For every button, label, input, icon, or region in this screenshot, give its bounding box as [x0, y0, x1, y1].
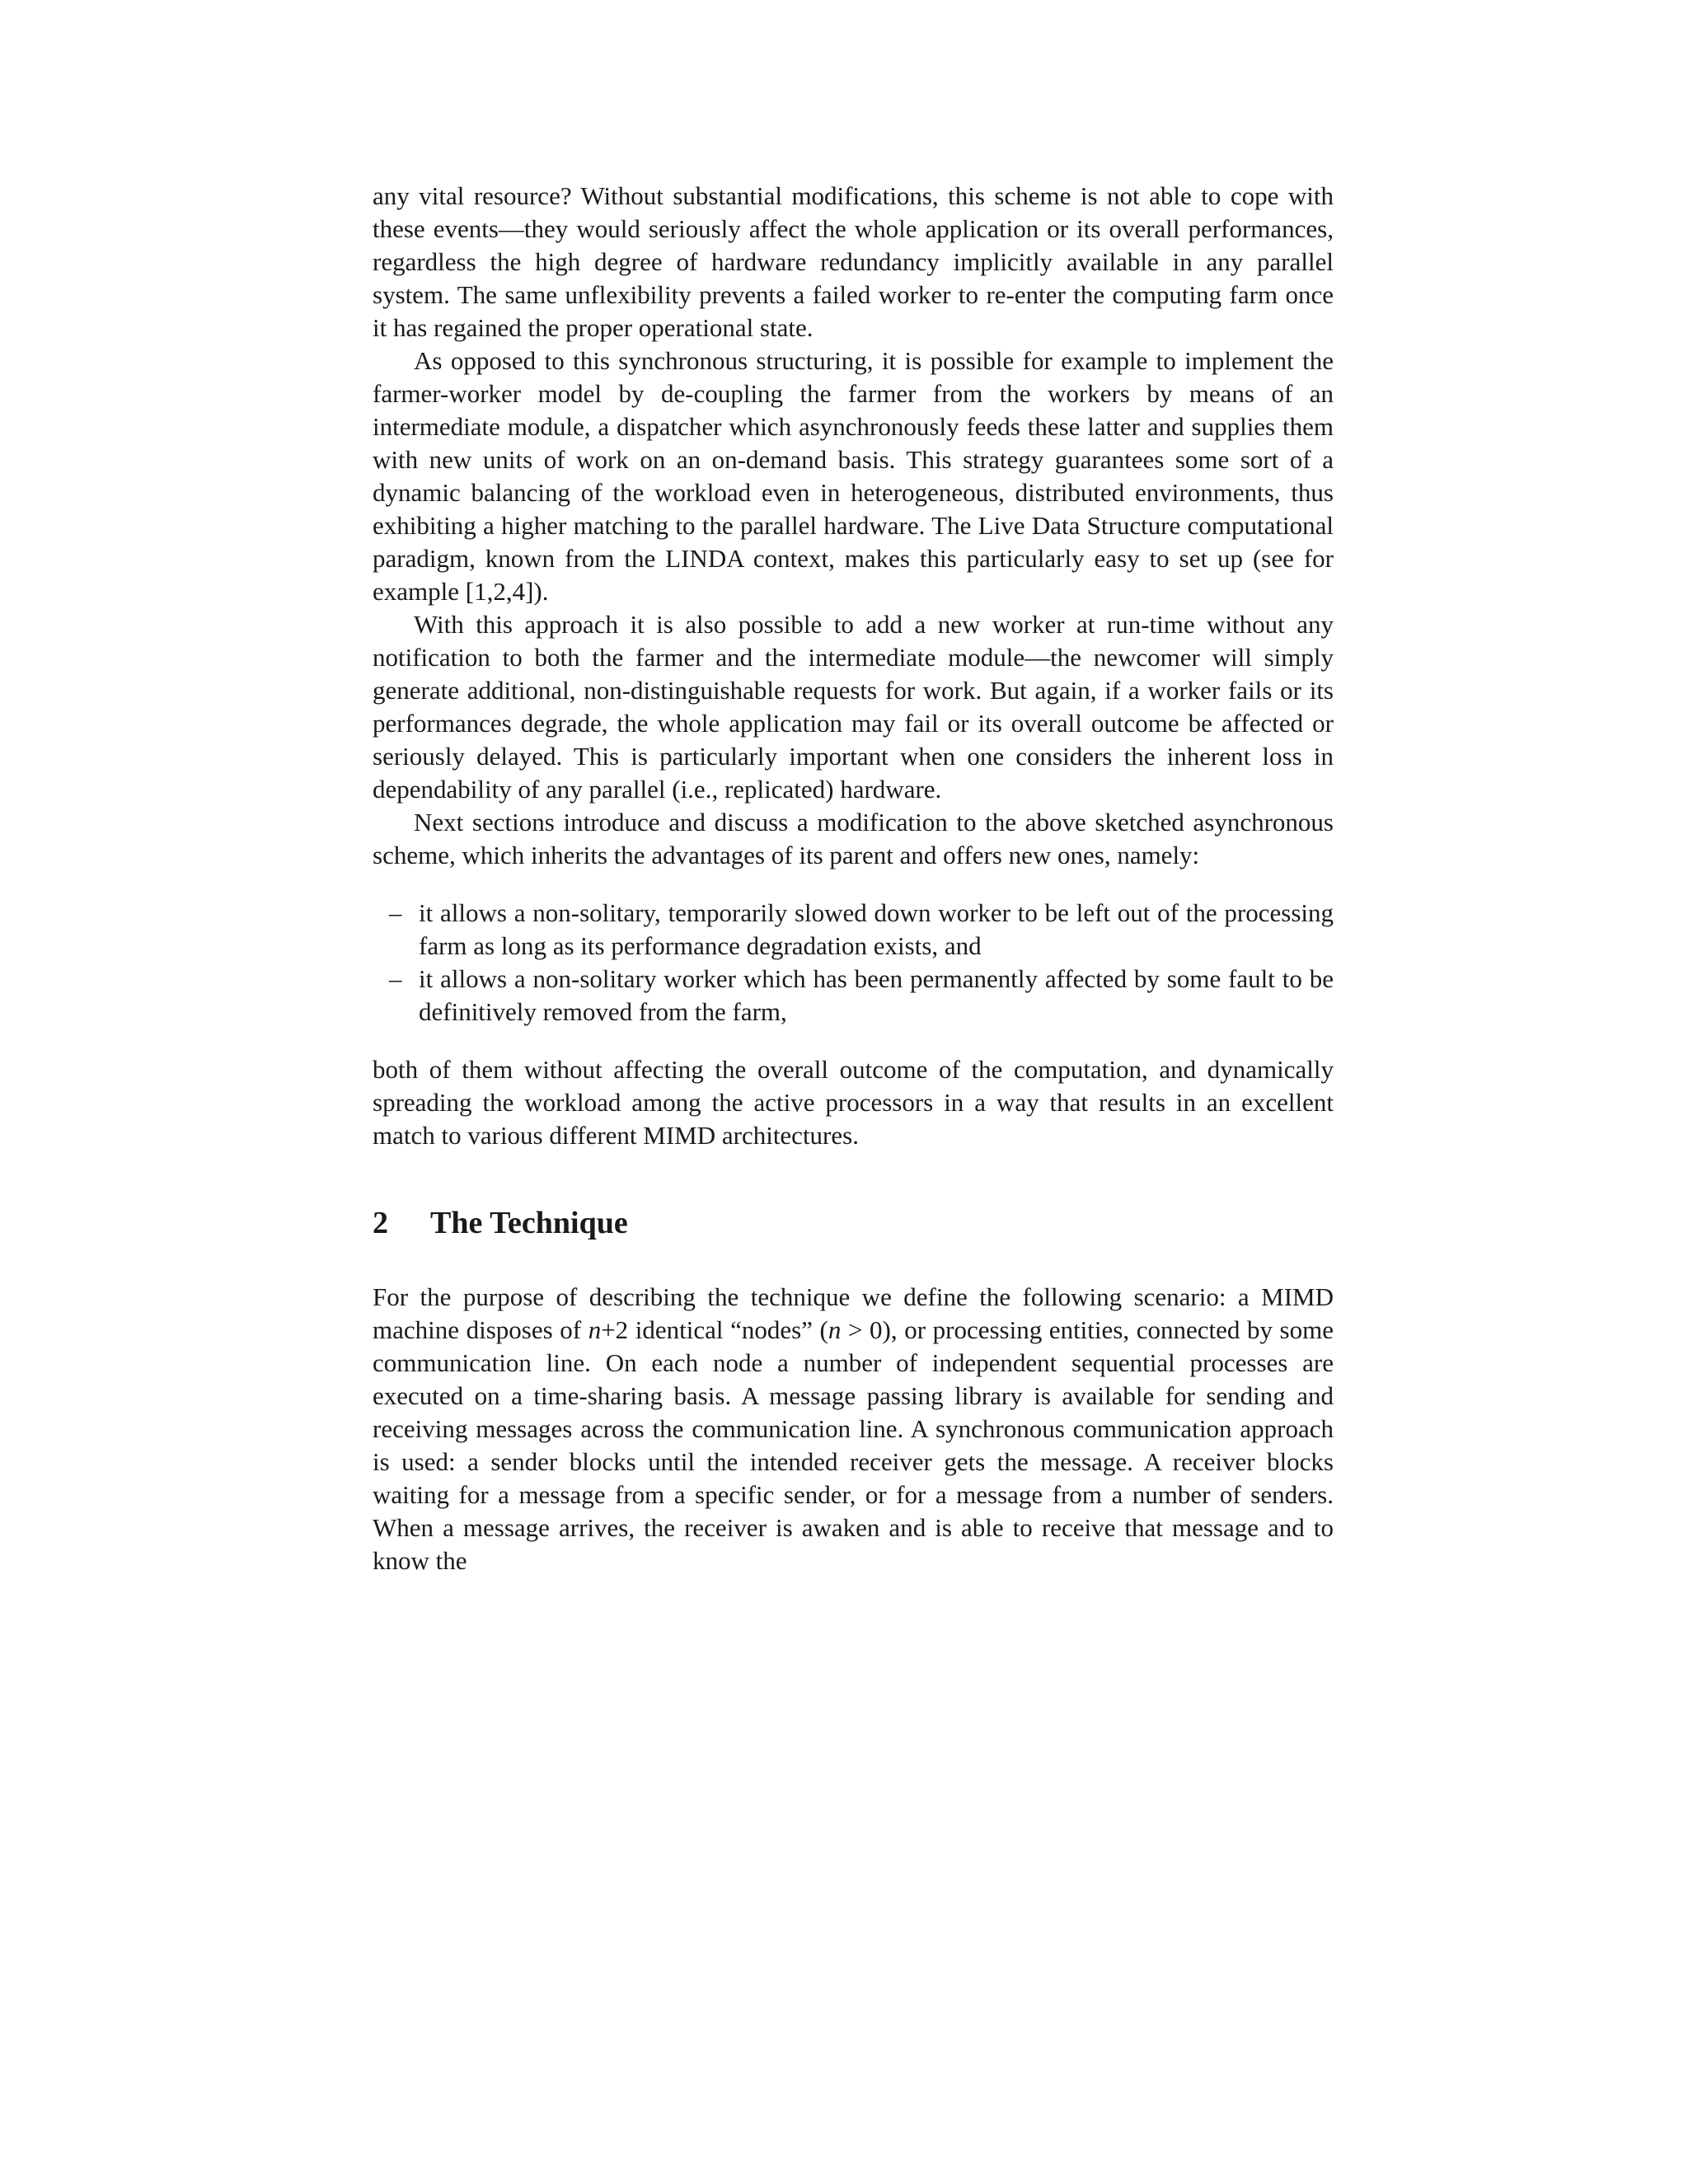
- paragraph-asynchronous-dispatcher: As opposed to this synchronous structuring, it is possible for example to implement the farmer-worker model by de-coupling the farmer from the workers by means of an intermediate module, a dispatcher which asynchronously feeds these latter and supplies them with new units of work on an on-demand basis. This strategy guarantees some sort of a dynamic balancing of the workload even in heterogeneous, distributed environments, thus exhibiting a higher matching to the parallel hardware. The Live Data Structure computational paradigm, known from the LINDA context, makes this particularly easy to set up (see for example [1,2,4]).: [373, 346, 1334, 606]
- list-item: [373, 963, 1334, 1029]
- paragraph-next-sections: Next sections introduce and discuss a modification to the above sketched asynchronous scheme, which inherits the advantages of its parent and offers new ones, namely:: [373, 808, 1334, 869]
- paragraph-after-list: both of them without affecting the overall outcome of the computation, and dynamically spreading the workload among the active processors in a way that results in an excellent match to various different MIMD architectures.: [373, 1055, 1334, 1150]
- advantages-list: [373, 897, 1334, 1029]
- paragraph-new-worker: With this approach it is also possible to add a new worker at run-time without any notification to both the farmer and the intermediate module—the newcomer will simply generate additional, non-distinguishable requests for work. But again, if a worker fails or its performances degrade, the whole application may fail or its overall outcome be affected or seriously delayed. This is particularly important when one considers the inherent loss in dependability of any parallel (i.e., replicated) hardware.: [373, 610, 1334, 804]
- list-item-text: it allows a non-solitary, temporarily slowed down worker to be left out of the processing farm as long as its performance degradation exists, and: [419, 898, 1334, 960]
- list-item-text: it allows a non-solitary worker which has been permanently affected by some fault to be definitively removed from the farm,: [419, 964, 1334, 1026]
- section-number: 2: [373, 1206, 388, 1240]
- paragraph-technique-scenario: For the purpose of describing the technique we define the following scenario: a MIMD machine disposes of n+2 identical “nodes” (n > 0), or processing entities, connected by some communication line. On each node a number of independent sequential processes are executed on a time-sharing basis. A message passing library is available for sending and receiving messages across the communication line. A synchronous communication approach is used: a sender blocks until the intended receiver gets the message. A receiver blocks waiting for a message from a specific sender, or for a message from a number of senders. When a message arrives, the receiver is awaken and is able to receive that message and to know the: [373, 1282, 1334, 1575]
- math-variable-n: n: [588, 1315, 602, 1344]
- section-heading: [373, 1205, 1334, 1241]
- dash-bullet-icon: –: [389, 964, 402, 993]
- list-item: [373, 897, 1334, 963]
- paper-page: [373, 180, 1334, 1577]
- paragraph-continuation: any vital resource? Without substantial modifications, this scheme is not able to cope with these events—they would seriously affect the whole application or its overall performances, regardless the high degree of hardware redundancy implicitly available in any parallel system. The same unflexibility prevents a failed worker to re-enter the computing farm once it has regained the proper operational state.: [373, 181, 1334, 342]
- math-variable-n: n: [828, 1315, 842, 1344]
- dash-bullet-icon: –: [389, 898, 402, 927]
- section-title: The Technique: [430, 1206, 628, 1240]
